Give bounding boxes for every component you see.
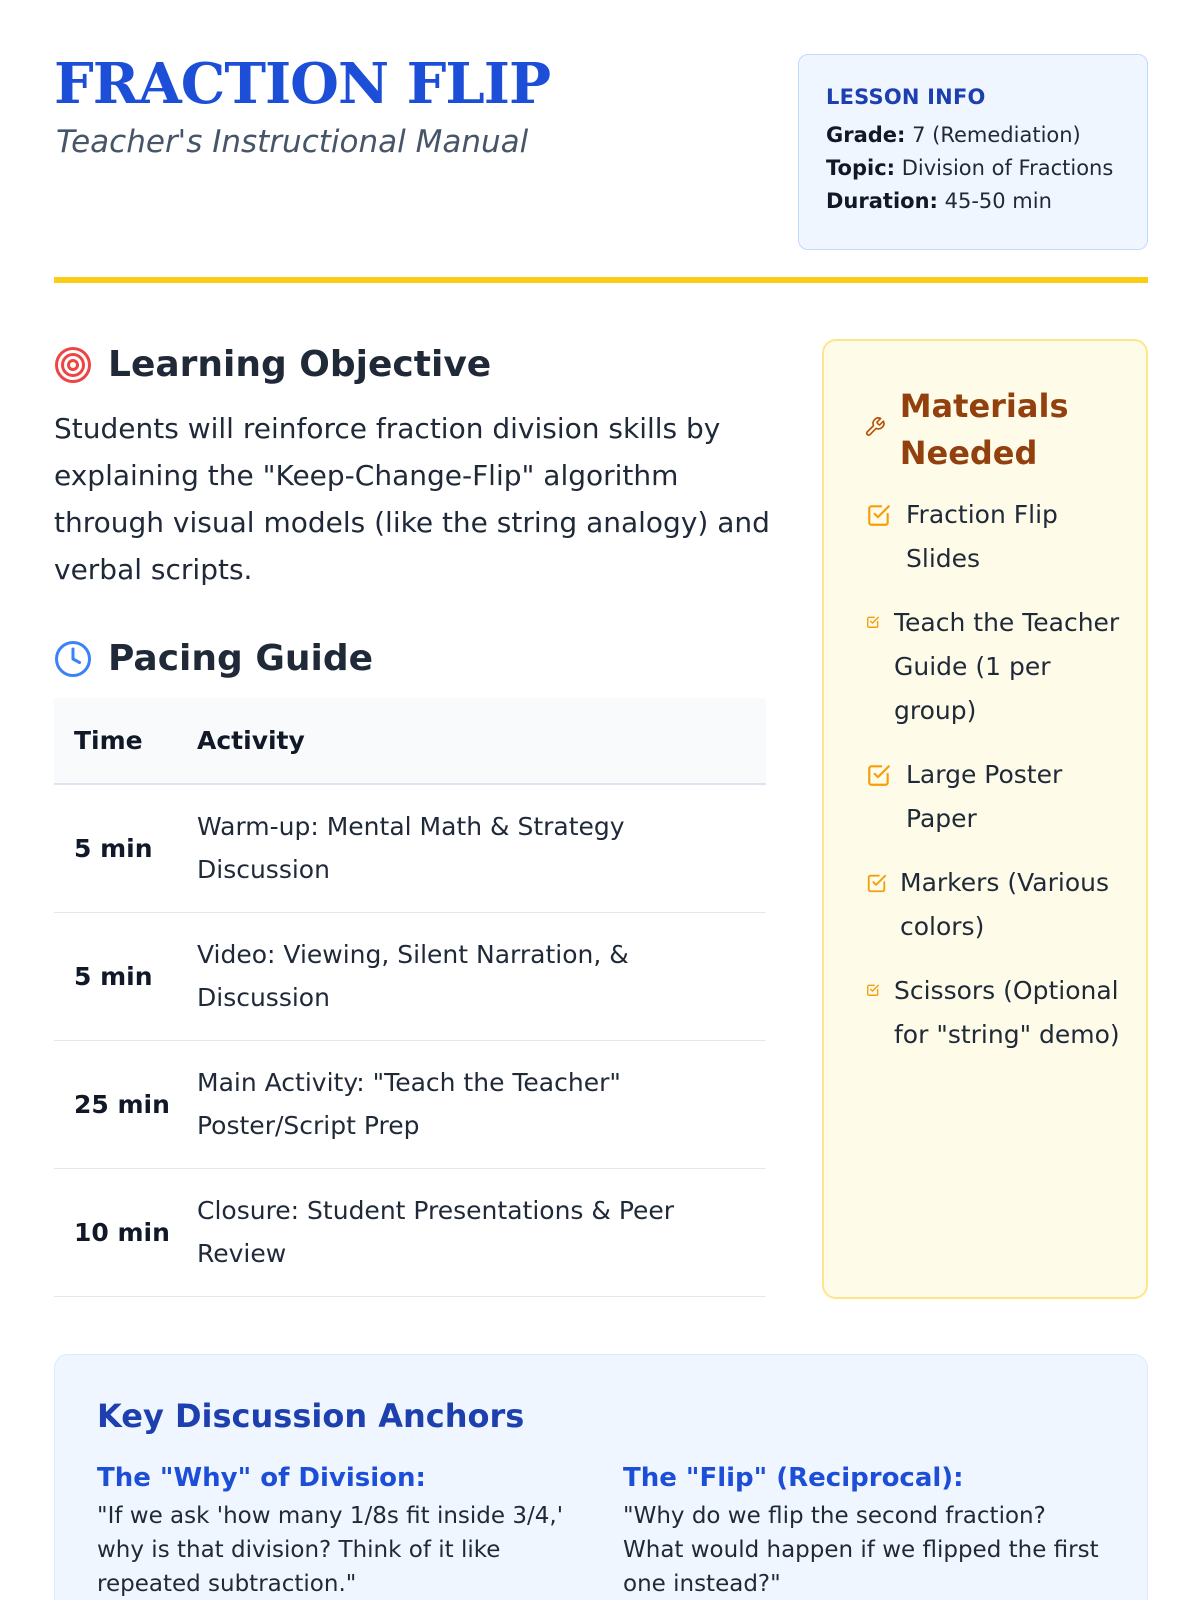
wrench-icon	[864, 413, 886, 441]
anchor-text: "Why do we flip the second fraction? What would happen if we flipped the first one instead?"	[623, 1503, 1099, 1597]
table-row	[54, 1040, 766, 1168]
list-item	[866, 969, 1136, 1057]
row-time: 5 min	[54, 912, 177, 1040]
row-time: 10 min	[54, 1168, 177, 1296]
row-activity: Closure: Student Presentations & Peer Review	[177, 1168, 766, 1296]
column-header-activity: Activity	[177, 698, 766, 784]
material-label: Markers (Various colors)	[900, 868, 1110, 941]
page-title: FRACTION FLIP	[54, 51, 551, 117]
discussion-anchors-card	[54, 1354, 1148, 1600]
table-row	[54, 1168, 766, 1296]
list-item	[866, 861, 1136, 949]
anchor-title: The "Why" of Division:	[97, 1463, 426, 1493]
page-subtitle: Teacher's Instructional Manual	[56, 124, 529, 160]
topic-label: Topic:	[826, 156, 896, 180]
duration-label: Duration:	[826, 189, 938, 213]
lesson-info-title: LESSON INFO	[826, 85, 986, 109]
table-header-row	[54, 698, 766, 784]
list-item	[866, 493, 1136, 581]
material-label: Large Poster Paper	[906, 760, 1063, 833]
objective-title: Learning Objective	[108, 344, 492, 385]
checkbox-icon	[866, 601, 894, 629]
checkbox-icon	[866, 753, 906, 788]
target-icon	[54, 346, 92, 384]
lesson-info-topic	[826, 152, 1147, 185]
material-label: Fraction Flip Slides	[906, 500, 1058, 573]
checkbox-icon	[866, 861, 900, 894]
materials-title: Materials Needed	[899, 387, 1069, 472]
materials-card	[822, 339, 1148, 1299]
list-item	[866, 753, 1136, 841]
checkbox-icon	[866, 493, 906, 528]
anchor-title: The "Flip" (Reciprocal):	[623, 1463, 964, 1493]
materials-heading	[864, 383, 1146, 477]
row-activity: Video: Viewing, Silent Narration, & Discussion	[177, 912, 766, 1040]
topic-value: Division of Fractions	[901, 156, 1114, 180]
lesson-info-card	[798, 54, 1148, 250]
list-item	[866, 601, 1136, 733]
row-time: 5 min	[54, 784, 177, 912]
pacing-heading	[54, 640, 373, 678]
anchor-item	[97, 1463, 587, 1600]
anchor-text: "If we ask 'how many 1/8s fit inside 3/4,' why is that division? Think of it like repeated subtraction."	[97, 1503, 564, 1597]
anchor-item	[623, 1463, 1113, 1600]
anchors-title: Key Discussion Anchors	[97, 1397, 525, 1435]
objective-heading	[54, 346, 491, 384]
pacing-table	[54, 698, 766, 1297]
lesson-info-grade	[826, 119, 1147, 152]
column-header-time: Time	[54, 698, 177, 784]
grade-value: 7 (Remediation)	[912, 123, 1081, 147]
row-activity: Warm-up: Mental Math & Strategy Discussion	[177, 784, 766, 912]
table-row	[54, 912, 766, 1040]
duration-value: 45-50 min	[944, 189, 1052, 213]
header-divider	[54, 277, 1148, 283]
material-label: Teach the Teacher Guide (1 per group)	[894, 608, 1120, 725]
grade-label: Grade:	[826, 123, 906, 147]
objective-text: Students will reinforce fraction division skills by explaining the "Keep-Change-Flip" algorithm through visual models (like the string analogy) and verbal scripts.	[54, 412, 770, 586]
lesson-info-duration	[826, 185, 1147, 218]
page-header	[54, 51, 1148, 286]
pacing-title: Pacing Guide	[108, 638, 374, 679]
checkbox-icon	[866, 969, 894, 997]
materials-list	[866, 493, 1136, 1077]
row-time: 25 min	[54, 1040, 177, 1168]
row-activity: Main Activity: "Teach the Teacher" Poster/Script Prep	[177, 1040, 766, 1168]
table-row	[54, 784, 766, 912]
material-label: Scissors (Optional for "string" demo)	[894, 976, 1120, 1049]
clock-icon	[54, 640, 92, 678]
